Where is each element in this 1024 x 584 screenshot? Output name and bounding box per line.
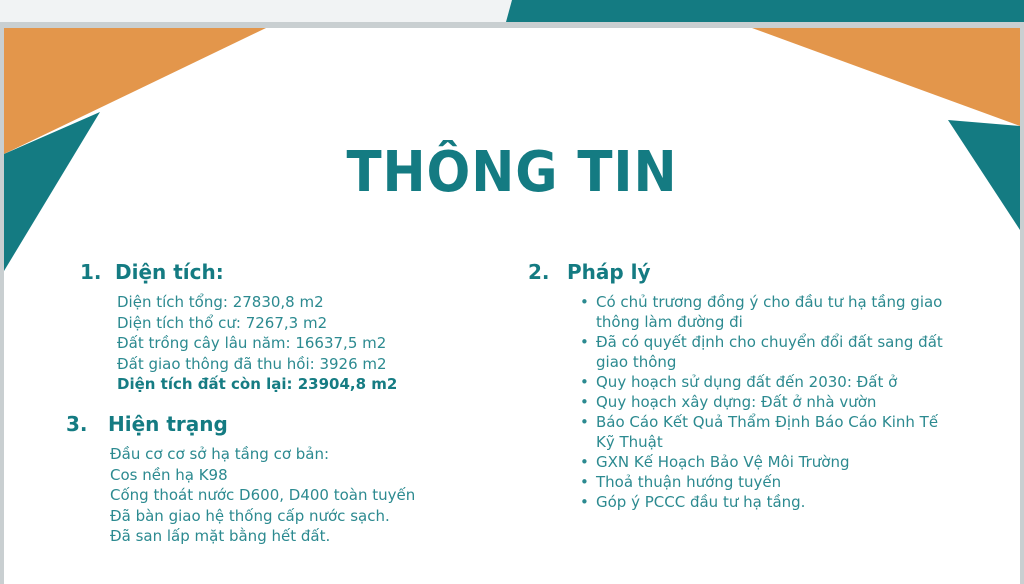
legal-item: • Góp ý PCCC đầu tư hạ tầng. <box>578 492 956 512</box>
legal-item: • Có chủ trương đồng ý cho đầu tư hạ tầng giao thông làm đường đi <box>578 292 956 332</box>
section-area <box>80 260 398 395</box>
section-status <box>66 412 416 547</box>
section-number: 3. <box>66 412 88 436</box>
section-title: Pháp lý <box>567 260 651 284</box>
area-line: Đất trồng cây lâu năm: 16637,5 m2 <box>117 334 387 352</box>
slide-title: THÔNG TIN <box>346 140 678 205</box>
previous-slide-teal-band <box>0 0 1024 22</box>
right-orange-shape <box>752 28 1020 126</box>
section-title: Diện tích: <box>115 260 224 284</box>
status-line: Đầu cơ cơ sở hạ tầng cơ bản: <box>110 445 330 463</box>
section-number: 2. <box>528 260 550 284</box>
area-line: Diện tích tổng: 27830,8 m2 <box>117 293 324 311</box>
status-line: Đã bàn giao hệ thống cấp nước sạch. <box>110 506 390 525</box>
section-area-heading <box>80 260 360 292</box>
status-line: Cos nền hạ K98 <box>110 465 228 484</box>
legal-item: • Quy hoạch sử dụng đất đến 2030: Đất ở <box>578 372 956 392</box>
info-slide <box>4 28 1020 584</box>
legal-item: • GXN Kế Hoạch Bảo Vệ Môi Trường <box>578 452 956 472</box>
legal-item: • Đã có quyết định cho chuyển đổi đất sang đất giao thông <box>578 332 956 372</box>
section-status-heading <box>66 412 371 444</box>
remaining-area-line: Diện tích đất còn lại: 23904,8 m2 <box>117 375 398 393</box>
legal-item: • Quy hoạch xây dựng: Đất ở nhà vườn <box>578 392 956 412</box>
section-legal-heading <box>528 260 956 292</box>
section-legal <box>528 260 956 512</box>
status-line: Đã san lấp mặt bằng hết đất. <box>110 527 331 545</box>
legal-item: • Báo Cáo Kết Quả Thẩm Định Báo Cáo Kinh Tế Kỹ Thuật <box>578 412 956 452</box>
section-title: Hiện trạng <box>108 412 228 436</box>
area-line: Đất giao thông đã thu hồi: 3926 m2 <box>117 354 387 373</box>
status-line: Cống thoát nước D600, D400 toàn tuyến <box>110 486 416 504</box>
status-details <box>110 444 415 547</box>
left-orange-shape <box>4 28 266 154</box>
previous-slide-strip <box>0 0 1024 22</box>
section-number: 1. <box>80 260 102 284</box>
area-details <box>117 292 397 395</box>
legal-item: • Thoả thuận hướng tuyến <box>578 472 956 492</box>
area-line: Diện tích thổ cư: 7267,3 m2 <box>117 313 328 332</box>
legal-list <box>578 292 956 512</box>
